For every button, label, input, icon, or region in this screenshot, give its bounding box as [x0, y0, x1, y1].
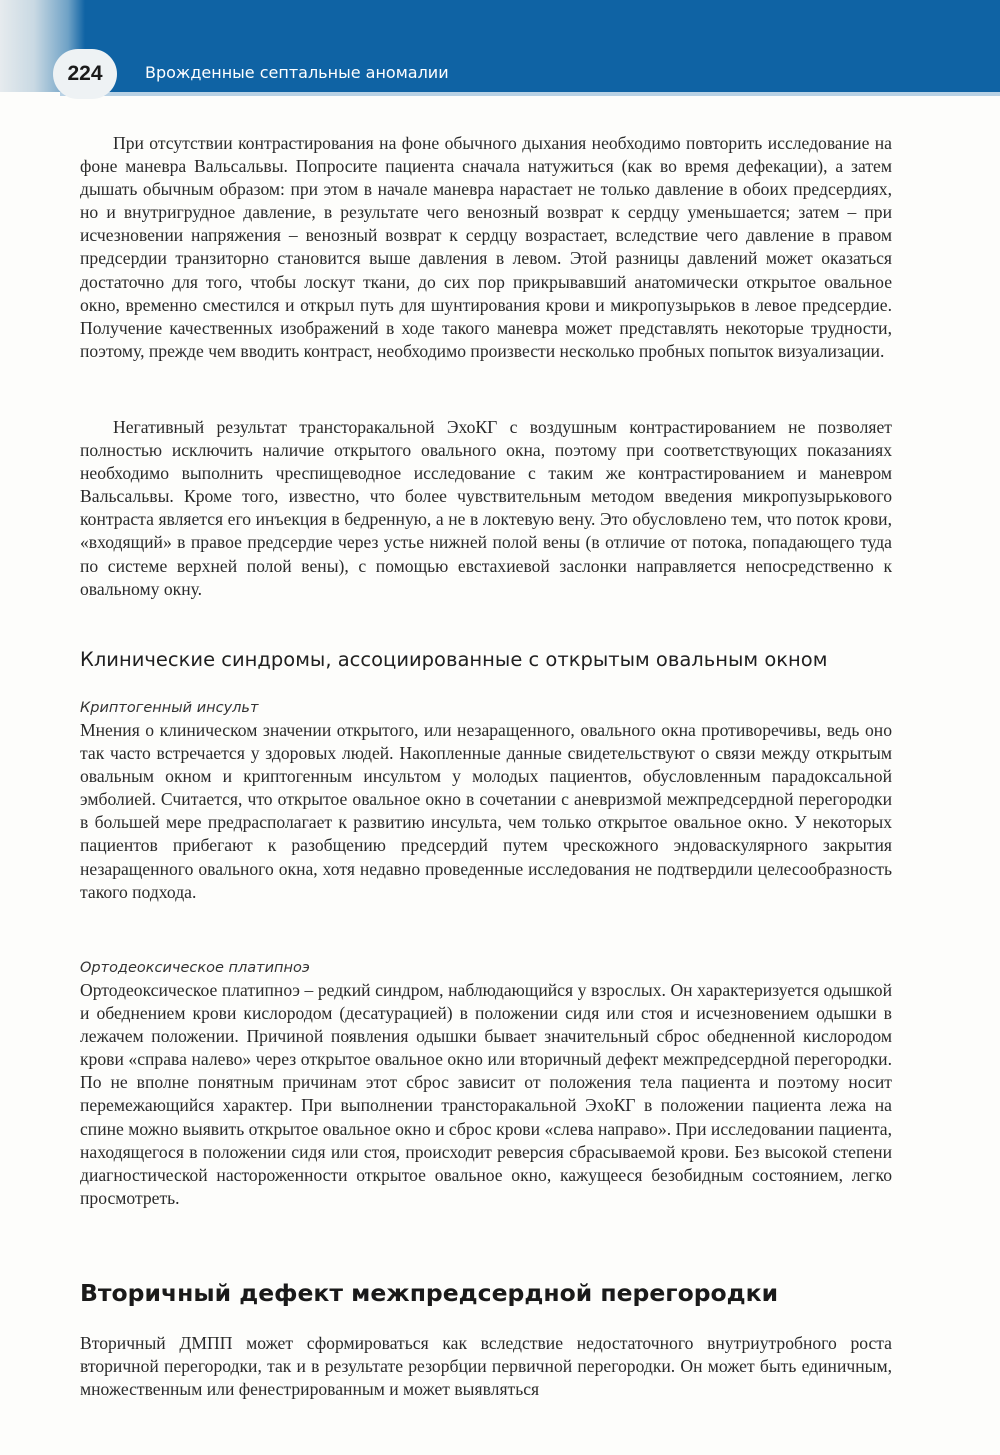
header-rule	[60, 92, 1000, 96]
subheading-platypnea: Ортодеоксическое платипноэ	[80, 960, 310, 976]
section-heading-secondary-asd: Вторичный дефект межпредсердной перегородки	[80, 1279, 779, 1307]
paragraph-contrast: Негативный результат трансторакальной ЭхоКГ с воздушным контрастированием не позволяет полностью исключить наличие открытого овального окна, поэтому при соответствующих показаниях необходимо выполнить чреспищеводное исследование с таким же контрастированием и маневром Вальсальвы. Кроме того, известно, что более чувствительным методом введения микропузырькового контраста является его инъекция в бедренную, а не в локтевую вену. Это обусловлено тем, что поток крови, «входящий» в правое предсердие через устье нижней полой вены (в отличие от потока, попадающего туда по системе верхней полой вены), с помощью евстахиевой заслонки направляется непосредственно к овальному окну.	[80, 417, 892, 599]
paragraph-valsalva: При отсутствии контрастирования на фоне обычного дыхания необходимо повторить исследование на фоне маневра Вальсальвы. Попросите пациента сначала натужиться (как во время дефекации), а затем дышать обычным образом: при этом в начале маневра нарастает не только давление в обоих предсердиях, но и внутригрудное давление, в результате чего венозный возврат к сердцу уменьшается; затем – при исчезновении напряжения – венозный возврат к сердцу возрастает, вследствие чего давление в правом предсердии транзиторно становится выше давления в левом. Этой разницы давлений может оказаться достаточно для того, чтобы лоскут ткани, до сих пор прикрывавший анатомически открытое овальное окно, временно сместился и открыл путь для шунтирования крови и микропузырьков в левое предсердие. Получение качественных изображений в ходе такого маневра может представлять некоторые трудности, поэтому, прежде чем вводить контраст, необходимо произвести несколько пробных попыток визуализации.	[80, 133, 892, 361]
paragraph-platypnea: Ортодеоксическое платипноэ – редкий синдром, наблюдающийся у взрослых. Он характеризуется одышкой и обеднением крови кислородом (десатурацией) в положении сидя или стоя и исчезновением одышки в лежачем положении. Причиной появления одышки бывает значительный сброс обедненной кислородом крови «справа налево» через открытое овальное окно или вторичный дефект межпредсердной перегородки. По не вполне понятным причинам этот сброс зависит от положения тела пациента и поэтому носит перемежающийся характер. При выполнении трансторакальной ЭхоКГ в положении пациента лежа на спине можно выявить открытое овальное окно и сброс крови «слева направо». При исследовании пациента, находящегося в положении сидя или стоя, происходит реверсия сбрасываемой крови. Без высокой степени диагностической настороженности открытое овальное окно, кажущееся безобидным состоянием, легко просмотреть.	[80, 980, 892, 1208]
paragraph-secondary-asd: Вторичный ДМПП может сформироваться как вследствие недостаточного внутриутробного роста вторичной перегородки, так и в результате резорбции первичной перегородки. Он может быть единичным, множественным или фенестрированным и может выявляться	[80, 1333, 892, 1400]
page-number: 224	[53, 49, 117, 99]
paragraph-cryptogenic-stroke: Мнения о клиническом значении открытого, или незаращенного, овального окна противоречивы, ведь оно так часто встречается у здоровых людей. Накопленные данные свидетельствуют о связи между открытым овальным окном и криптогенным инсультом у молодых пациентов, обусловленным парадоксальной эмболией. Считается, что открытое овальное окно в сочетании с аневризмой межпредсердной перегородки в большей мере предрасполагает к развитию инсульта, чем только открытое овальное окно. У некоторых пациентов прибегают к разобщению предсердий путем чрескожного эндоваскулярного закрытия незаращенного овального окна, хотя недавно проведенные исследования не подтвердили целесообразность такого подхода.	[80, 720, 892, 902]
subheading-cryptogenic-stroke: Криптогенный инсульт	[80, 700, 259, 716]
running-title: Врожденные септальные аномалии	[145, 63, 449, 82]
section-heading-clinical: Клинические синдромы, ассоциированные с открытым овальным окном	[80, 648, 828, 671]
